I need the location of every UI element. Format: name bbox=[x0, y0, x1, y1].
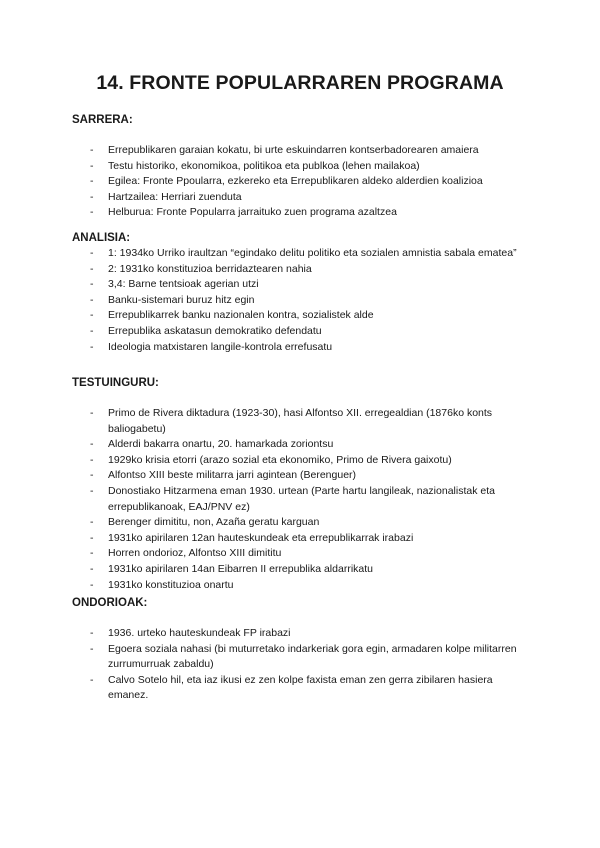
list-item: - Berenger dimititu, non, Azaña geratu karguan bbox=[90, 516, 320, 529]
section-heading: ANALISIA: bbox=[72, 232, 131, 244]
list-item: - Alfontso XIII beste militarra jarri agintean (Berenguer) bbox=[90, 469, 357, 482]
list-item: - Errepublikarrek banku nazionalen kontra, sozialistek alde bbox=[90, 309, 374, 322]
section-analisia bbox=[72, 231, 532, 355]
list-item: - 1: 1934ko Urriko iraultzan “egindako delitu politiko eta sozialen amnistia sabala ematea” bbox=[90, 247, 517, 259]
list-item: - Errepublikaren garaian kokatu, bi urte eskuindarren kontserbadorearen amaiera bbox=[90, 144, 479, 156]
list-item: - Horren ondorioz, Alfontso XIII dimititu bbox=[90, 547, 282, 560]
section-heading: ONDORIOAK: bbox=[72, 597, 148, 609]
list-item: - Banku-sistemari buruz hitz egin bbox=[90, 293, 255, 306]
list-item: - 1931ko apirilaren 12an hauteskundeak eta errepublikarrak irabazi bbox=[90, 531, 414, 544]
item-list bbox=[72, 406, 532, 593]
list-item: - 1936. urteko hauteskundeak FP irabazi bbox=[90, 627, 291, 639]
list-item: - 1931ko apirilaren 14an Eibarren II errepublika aldarrikatu bbox=[90, 562, 373, 575]
section-heading: TESTUINGURU: bbox=[72, 377, 159, 389]
list-item: - 3,4: Barne tentsioak agerian utzi bbox=[90, 278, 259, 291]
list-item: - Hartzailea: Herriari zuenduta bbox=[90, 190, 242, 203]
list-item: - Egilea: Fronte Ppoularra, ezkereko eta Errepublikaren aldeko alderdien koalizioa bbox=[90, 175, 483, 188]
list-item: - Alderdi bakarra onartu, 20. hamarkada zoriontsu bbox=[90, 438, 334, 451]
item-list bbox=[72, 246, 532, 355]
list-item: - Primo de Rivera diktadura (1923-30), hasi Alfontso XII. erregealdian (1876ko konts baliogabetu) bbox=[90, 407, 493, 435]
item-list bbox=[72, 626, 532, 704]
list-item: - Errepublika askatasun demokratiko defendatu bbox=[90, 324, 322, 337]
page-title: 14. FRONTE POPULARRAREN PROGRAMA bbox=[96, 72, 504, 94]
list-item: - Donostiako Hitzarmena eman 1930. urtean (Parte hartu langileak, nazionalistak eta errepublikanoak, EAJ/PNV ez) bbox=[90, 484, 495, 513]
list-item: - Ideologia matxistaren langile-kontrola errefusatu bbox=[90, 340, 333, 353]
section-testuinguru bbox=[72, 376, 532, 593]
list-item: - 1931ko konstituzioa onartu bbox=[90, 578, 234, 591]
list-item: - Helburua: Fronte Popularra jarraituko zuen programa azaltzea bbox=[90, 206, 397, 219]
list-item: - Calvo Sotelo hil, eta iaz ikusi ez zen kolpe faxista eman zen gerra zibilaren hasiera emanez. bbox=[90, 673, 493, 702]
section-heading: SARRERA: bbox=[72, 114, 133, 126]
list-item: - 2: 1931ko konstituzioa berridaztearen nahia bbox=[90, 262, 312, 275]
list-item: - 1929ko krisia etorri (arazo sozial eta ekonomiko, Primo de Rivera gaixotu) bbox=[90, 453, 452, 466]
list-item: - Egoera soziala nahasi (bi muturretako indarkeriak gora egin, armadaren kolpe militarren zurrumurruak zabaldu) bbox=[90, 642, 517, 671]
list-item: - Testu historiko, ekonomikoa, politikoa eta publkoa (lehen mailakoa) bbox=[90, 159, 420, 172]
item-list bbox=[72, 143, 532, 221]
section-sarrera bbox=[72, 113, 532, 221]
section-ondorioak bbox=[72, 596, 532, 704]
